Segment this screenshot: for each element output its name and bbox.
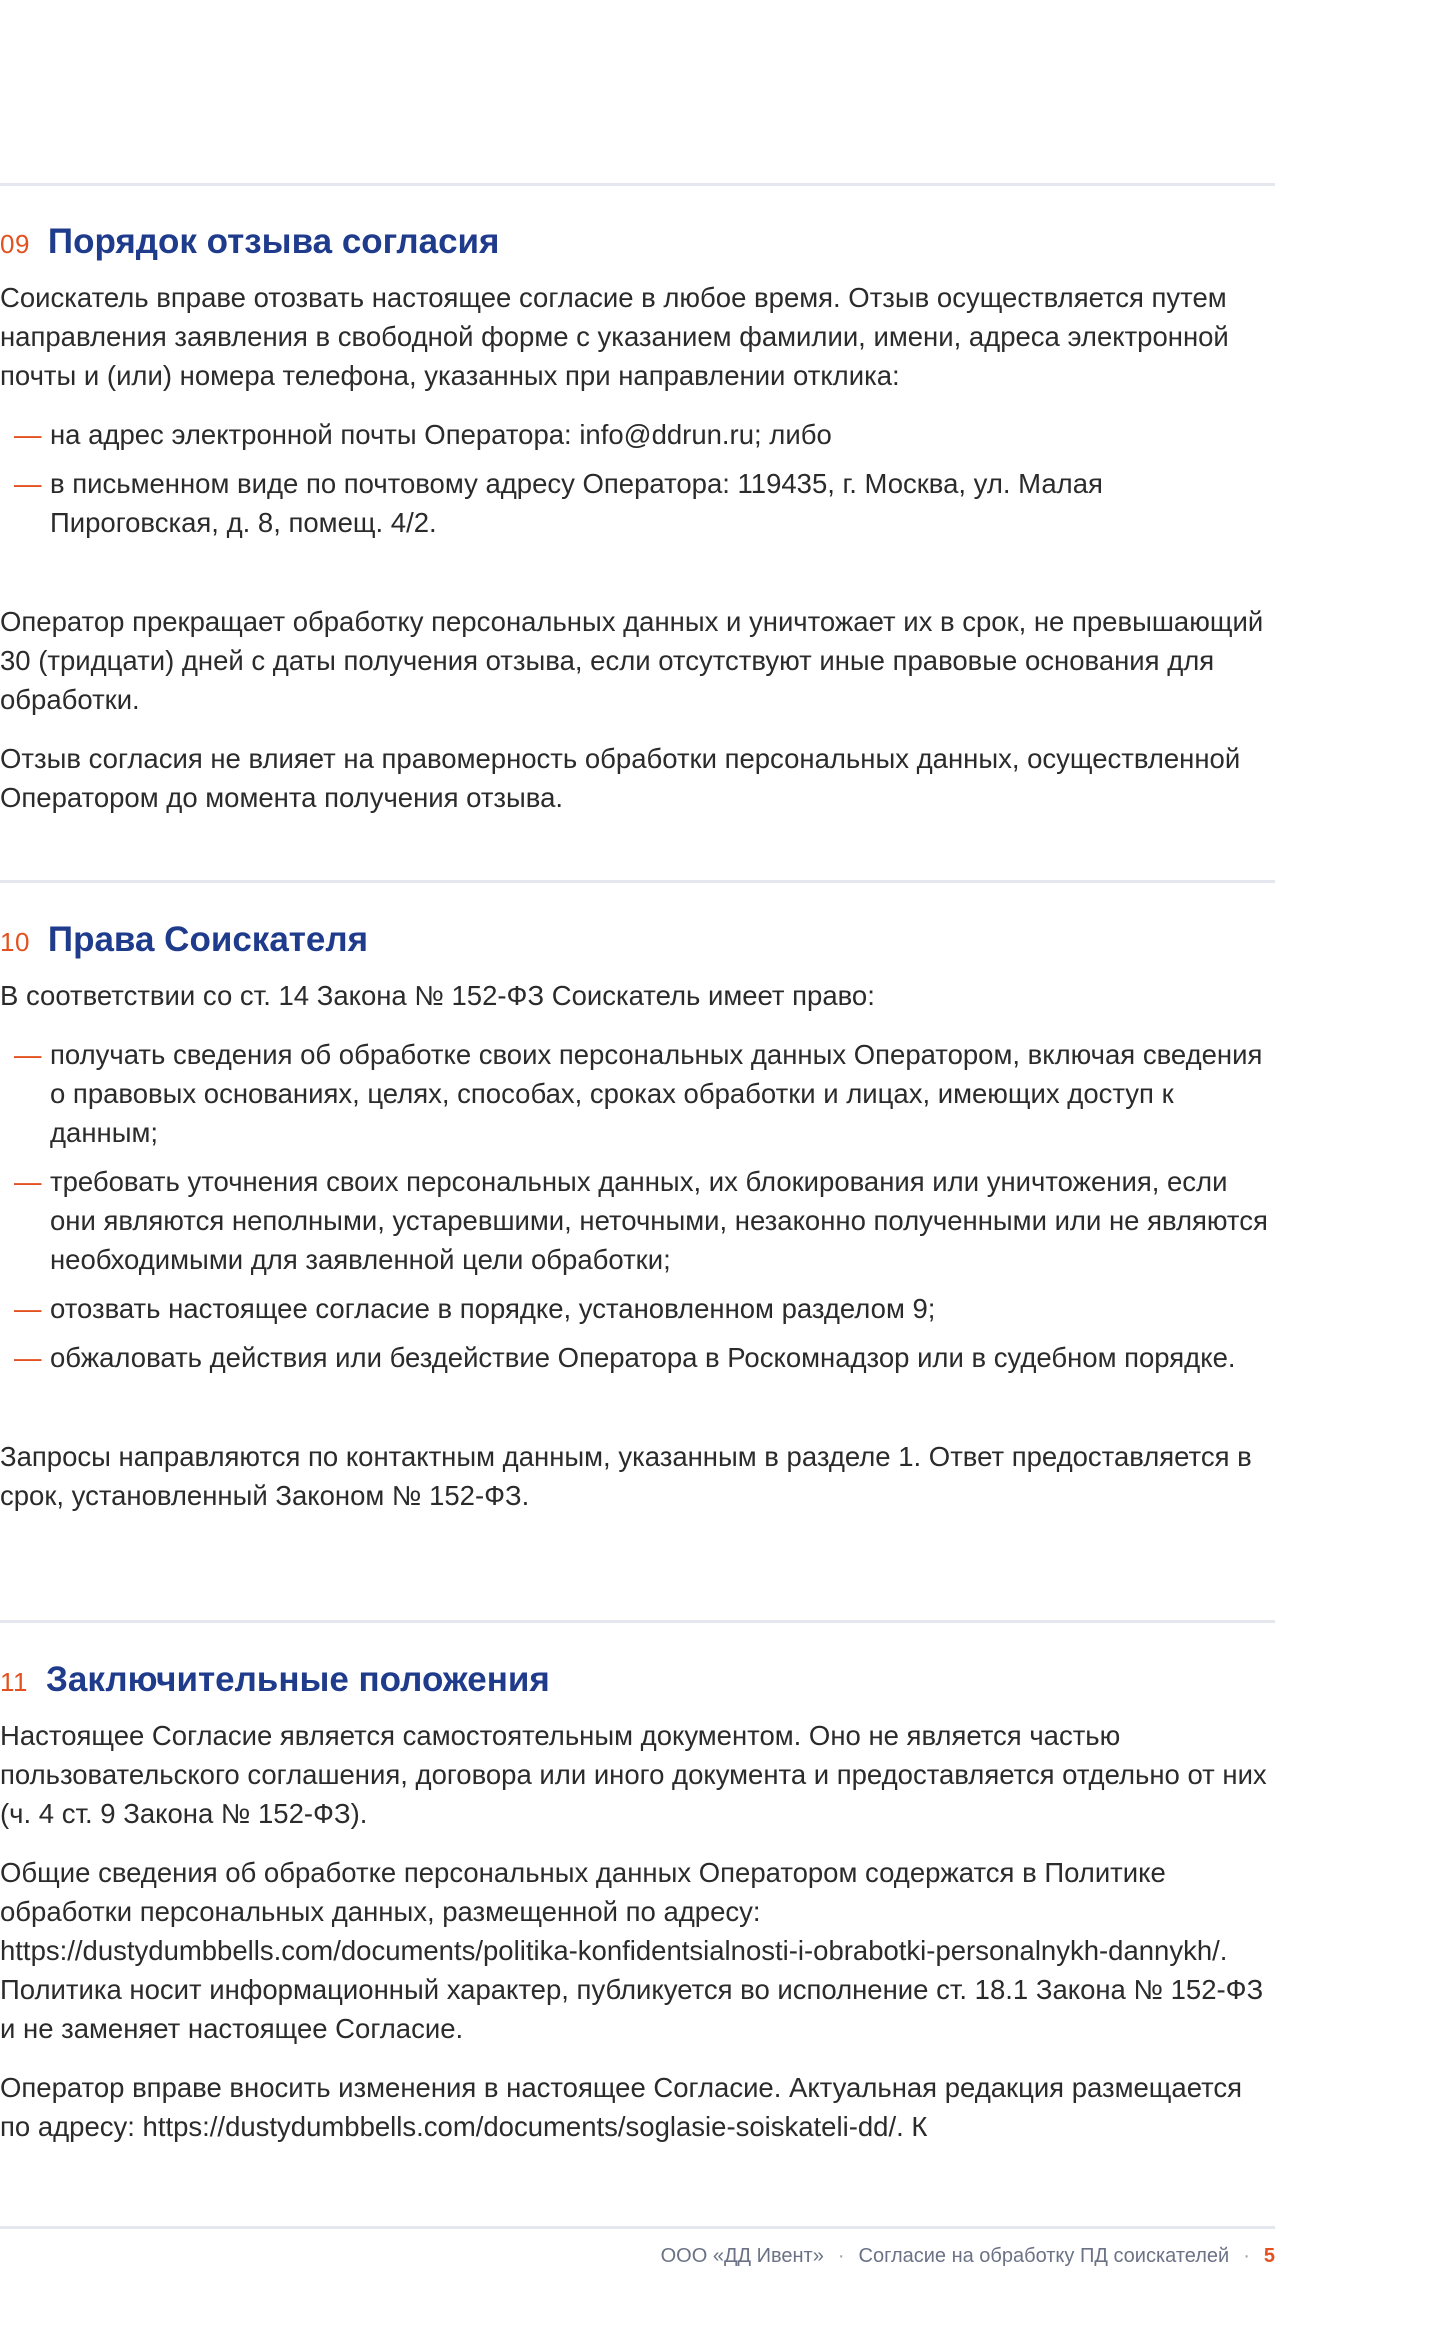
section-10	[0, 920, 1275, 1535]
section-divider	[0, 183, 1275, 186]
section-heading	[0, 920, 1275, 960]
list-item: — требовать уточнения своих персональных данных, их блокирования или уничтожения, если они являются неполными, устаревшими, неточными, незаконно полученными или не являются необходимыми для заявленной цели обработки;	[0, 1162, 1275, 1279]
section-divider	[0, 880, 1275, 883]
section-number: 10	[0, 927, 30, 957]
list-item: — получать сведения об обработке своих персональных данных Оператором, включая сведения о правовых основаниях, целях, способах, сроках обработки и лицах, имеющих доступ к данным;	[0, 1035, 1275, 1152]
footer-doc-title: Согласие на обработку ПД соискателей	[858, 2245, 1230, 2267]
dash-icon: —	[14, 1166, 42, 1197]
page-footer	[661, 2245, 1275, 2268]
dash-icon: —	[14, 468, 42, 499]
paragraph: Настоящее Согласие является самостоятельным документом. Оно не является частью пользовательского соглашения, договора или иного документа и предоставляется отдельно от них (ч. 4 ст. 9 Закона № 152-ФЗ).	[0, 1720, 1267, 1829]
list-item: — в письменном виде по почтовому адресу Оператора: 119435, г. Москва, ул. Малая Пироговская, д. 8, помещ. 4/2.	[0, 464, 1275, 542]
section-11	[0, 1660, 1275, 2166]
section-title: Заключительные положения	[46, 1660, 550, 1699]
footer-separator: ·	[1243, 2245, 1250, 2267]
paragraph: Оператор прекращает обработку персональных данных и уничтожает их в срок, не превышающий 30 (тридцати) дней с даты получения отзыва, если отсутствуют иные правовые основания для обработки.	[0, 606, 1264, 715]
paragraph: Оператор вправе вносить изменения в настоящее Согласие. Актуальная редакция размещается по адресу: https://dustydumbbells.com/documents/soglasie-soiskateli-dd/. К	[0, 2072, 1243, 2142]
dash-icon: —	[14, 1039, 42, 1070]
dash-icon: —	[14, 419, 42, 450]
section-title: Порядок отзыва согласия	[47, 222, 500, 261]
section-number: 09	[0, 229, 30, 259]
dash-icon: —	[14, 1342, 42, 1373]
footer-divider	[0, 2226, 1275, 2229]
paragraph: В соответствии со ст. 14 Закона № 152-ФЗ Соискатель имеет право:	[0, 980, 875, 1011]
section-title: Права Соискателя	[47, 920, 369, 959]
list-item: — обжаловать действия или бездействие Оператора в Роскомнадзор или в судебном порядке.	[0, 1338, 1275, 1377]
footer-separator: ·	[837, 2245, 845, 2267]
section-heading	[0, 222, 1275, 262]
section-heading	[0, 1660, 1275, 1700]
list-item: — отозвать настоящее согласие в порядке, установленном разделом 9;	[0, 1289, 1275, 1328]
dash-icon: —	[14, 1293, 42, 1324]
section-09	[0, 222, 1275, 837]
list-item: — на адрес электронной почты Оператора: info@ddrun.ru; либо	[0, 415, 1275, 454]
paragraph: Отзыв согласия не влияет на правомерность обработки персональных данных, осуществленной Оператором до момента получения отзыва.	[0, 743, 1241, 813]
section-divider	[0, 1620, 1275, 1623]
bullet-list	[0, 415, 1275, 542]
paragraph: Общие сведения об обработке персональных данных Оператором содержатся в Политике обработки персональных данных, размещенной по адресу: https://dustydumbbells.com/documents/politika-konfidentsialnosti-i-obrabotki-personalnykh-dannykh/. Политика носит информационный характер, публикуется во исполнение ст. 18.1 Закона № 152-ФЗ и не заменяет настоящее Согласие.	[0, 1857, 1264, 2044]
paragraph: Соискатель вправе отозвать настоящее согласие в любое время. Отзыв осуществляется путем направления заявления в свободной форме с указанием фамилии, имени, адреса электронной почты и (или) номера телефона, указанных при направлении отклика:	[0, 282, 1229, 391]
footer-company: ООО «ДД Ивент»	[660, 2245, 824, 2267]
page-number: 5	[1263, 2245, 1275, 2267]
section-number: 11	[0, 1667, 28, 1697]
bullet-list	[0, 1035, 1275, 1377]
paragraph: Запросы направляются по контактным данным, указанным в разделе 1. Ответ предоставляется в срок, установленный Законом № 152-ФЗ.	[0, 1441, 1252, 1511]
